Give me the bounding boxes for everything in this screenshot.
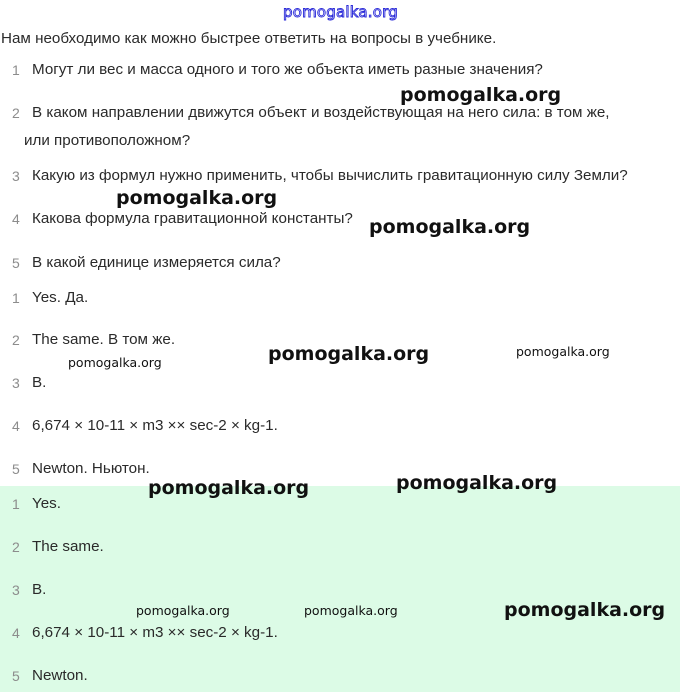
- answer-text: Yes. Да.: [32, 289, 89, 306]
- answer-number: 1: [12, 496, 20, 512]
- watermark: pomogalka.org: [504, 599, 666, 621]
- watermark: pomogalka.org: [304, 603, 398, 618]
- answer-number: 4: [12, 418, 20, 434]
- answer-text: 6,674 × 10-11 × m3 ×× sec-2 × kg-1.: [32, 624, 278, 641]
- watermark: pomogalka.org: [148, 477, 310, 499]
- question-text: Какова формула гравитационной константы?: [32, 210, 353, 227]
- question-number: 3: [12, 168, 20, 184]
- question-text: В какой единице измеряется сила?: [32, 254, 281, 271]
- question-number: 4: [12, 211, 20, 227]
- question-number: 5: [12, 255, 20, 271]
- answer-text: Newton. Ньютон.: [32, 460, 150, 477]
- question-text-continued: или противоположном?: [24, 132, 191, 149]
- answer-text: The same.: [32, 538, 104, 555]
- answer-text: B.: [32, 374, 47, 391]
- answer-number: 5: [12, 461, 20, 477]
- question-text: Какую из формул нужно применить, чтобы вычислить гравитационную силу Земли?: [32, 167, 628, 184]
- answer-text: Newton.: [32, 667, 88, 684]
- answer-text: B.: [32, 581, 47, 598]
- watermark: pomogalka.org: [68, 355, 162, 370]
- watermark: pomogalka.org: [136, 603, 230, 618]
- question-number: 1: [12, 62, 20, 78]
- question-text: Могут ли вес и масса одного и того же объекта иметь разные значения?: [32, 61, 543, 78]
- answer-text: Yes.: [32, 495, 61, 512]
- answer-text: The same. В том же.: [32, 331, 176, 348]
- watermark: pomogalka.org: [116, 187, 278, 209]
- watermark: pomogalka.org: [396, 472, 558, 494]
- answer-number: 4: [12, 625, 20, 641]
- watermark: pomogalka.org: [268, 343, 430, 365]
- question-text: В каком направлении движутся объект и воздействующая на него сила: в том же,: [32, 104, 610, 121]
- watermark: pomogalka.org: [400, 84, 562, 106]
- answer-panel: [0, 486, 680, 692]
- answer-text: 6,674 × 10-11 × m3 ×× sec-2 × kg-1.: [32, 417, 278, 434]
- answer-number: 1: [12, 290, 20, 306]
- answer-number: 3: [12, 375, 20, 391]
- watermark: pomogalka.org: [369, 216, 531, 238]
- answer-number: 2: [12, 332, 20, 348]
- intro-text: Нам необходимо как можно быстрее ответить на вопросы в учебнике.: [1, 30, 497, 47]
- answer-number: 5: [12, 668, 20, 684]
- answer-number: 2: [12, 539, 20, 555]
- header: [0, 0, 680, 24]
- site-watermark[interactable]: pomogalka.org: [283, 3, 398, 21]
- answer-number: 3: [12, 582, 20, 598]
- question-number: 2: [12, 105, 20, 121]
- watermark: pomogalka.org: [516, 344, 610, 359]
